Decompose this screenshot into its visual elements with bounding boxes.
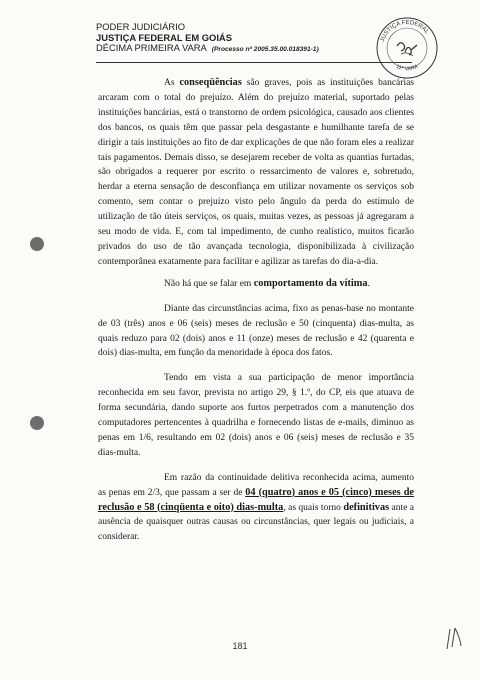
paragraph-final-penalty [98, 471, 414, 546]
p2-post: . [367, 278, 370, 289]
p1-bold-term: conseqüências [179, 77, 242, 88]
paragraph-minor-participation: Tendo em vista a sua participação de menor importância reconhecida em seu favor, prevista no artigo 29, § 1.º, do CP, eis que atuava de forma secundária, dando suporte aos furtos perpetrados com a manutenção dos computadores pertencentes à quadrilha e fornecendo listas de e-mails, diminuo as penas em 1/6, resultando em 02 (dois) anos e 06 (seis) meses de reclusão e 35 dias-multa. [98, 373, 414, 458]
header-justice: JUSTIÇA FEDERAL EM GOIÁS [96, 31, 232, 43]
p2-pre: Não há que se falar em [164, 278, 254, 289]
document-header [96, 22, 356, 56]
p5-post: ante a ausência de quaisquer outras causas ou circunstâncias, quer legais ou judiciais, a considerar. [98, 502, 414, 543]
punch-hole-lower [30, 416, 44, 430]
paragraph-base-penalty: Diante das circunstâncias acima, fixo as penas-base no montante de 03 (três) anos e 06 (seis) meses de reclusão e 50 (cinquenta) dias-multa, as quais reduzo para 02 (dois) anos e 11 (onze) meses de reclusão e 42 (quarenta e dois) dias-multa, em função da menoridade à época dos fatos. [98, 303, 414, 359]
process-number: (Processo nº 2005.35.00.018391-1) [211, 46, 319, 53]
stamp-bottom-text: 11ª VARA [394, 63, 420, 73]
punch-hole-upper [30, 237, 44, 251]
p2-bold-term: comportamento da vítima [253, 277, 368, 289]
header-court: PODER JUDICIÁRIO [96, 21, 186, 32]
header-division [96, 43, 356, 56]
document-body [98, 76, 414, 545]
p1-rest: são graves, pois as instituições bancárias arcaram com o total do prejuízo. Além do prejuízo material, suportado pelas instituições bancárias, está o transtorno de ordem psicológica, causado aos clientes dos bancos, os quais têm que passar pela desgastante e humilhante tarefa de se dirigir a tais instituições ao fito de dar explicações de que não foram eles a realizar tais pagamentos. Demais disso, se desejarem receber de volta as quantias furtadas, são obrigados a requerer por escrito o ressarcimento de valores e, sobretudo, herdar a eterna sensação de desconfiança em utilizar novamente os serviços sob comento, sem contar o prejuízo visto pelo ângulo da perda do estímulo de utilização de tão úteis serviços, os quais, muitas vezes, as pessoas já agregaram a seu modo de vida. E, com tal impedimento, de cunho realístico, muitos ficarão privados do uso de tão avançada tecnologia, disponibilizada à civilização contemporânea exatamente para facilitar e agilizar as tarefas do dia-a-dia. [98, 78, 414, 267]
page-number: 181 [232, 641, 248, 651]
p5-mid: , as quais torno [283, 502, 344, 513]
paragraph-victim-behavior [98, 277, 414, 292]
header-rule [96, 62, 412, 63]
court-stamp [371, 10, 443, 82]
svg-text:JUSTIÇA FEDERAL [380, 20, 430, 43]
p1-pre: As [164, 78, 180, 88]
p5-pre: Em razão da continuidade delitiva reconhecida acima, aumento as penas em 2/3, que passam a ser de [98, 472, 414, 498]
paragraph-consequences [98, 76, 414, 270]
svg-text:11ª VARA [395, 64, 420, 73]
p5-penalty-total: 04 (quatro) anos e 05 (cinco) meses de reclusão e 58 (cinqüenta e oito) dias-multa [98, 486, 414, 513]
stamp-top-text: JUSTIÇA FEDERAL [379, 19, 430, 43]
p5-definitive: definitivas [343, 501, 390, 513]
handwritten-initials-mark [444, 625, 464, 651]
header-vara: DÉCIMA PRIMEIRA VARA [96, 42, 207, 53]
